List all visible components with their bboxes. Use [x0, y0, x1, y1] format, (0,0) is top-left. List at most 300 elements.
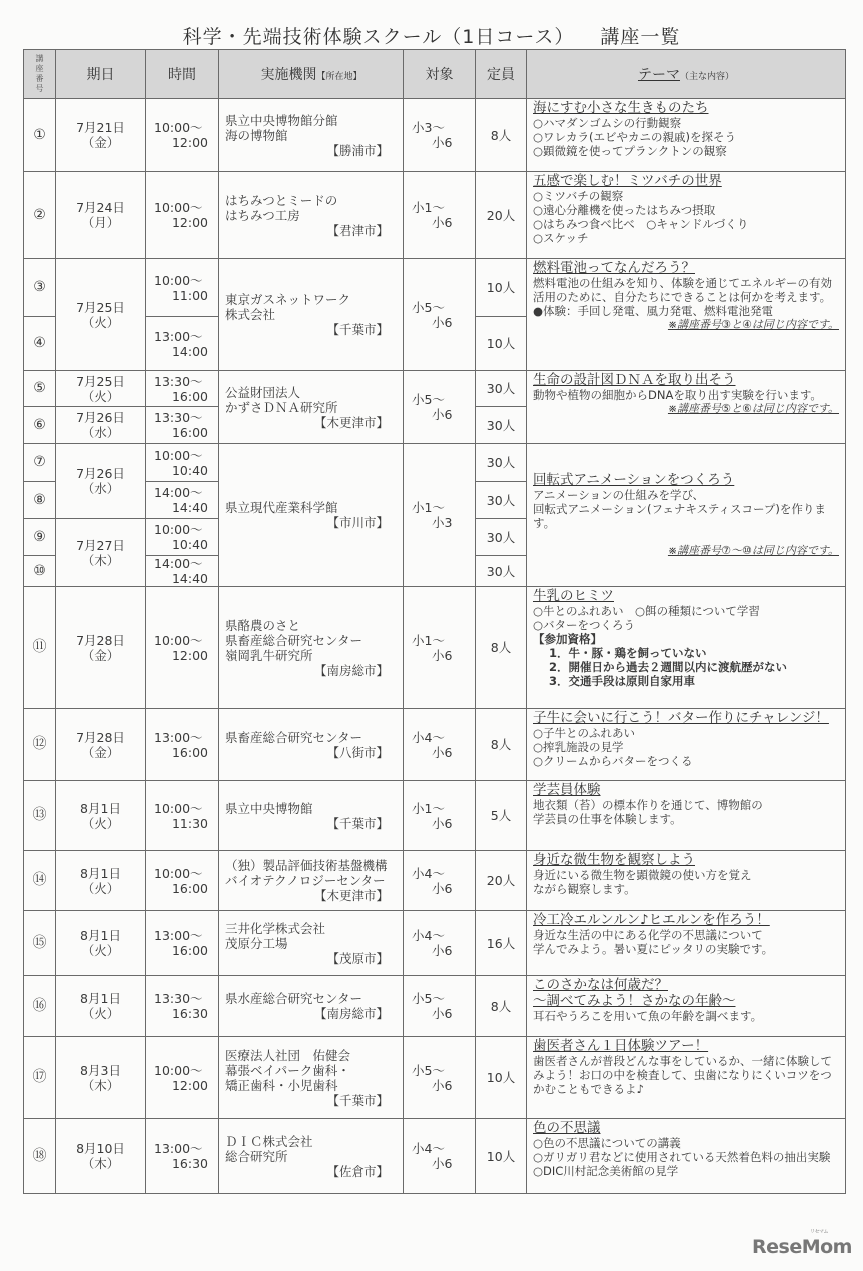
organization-name: はちみつ工房	[225, 207, 300, 223]
theme-item: ○ガリガリ君などに使用されている天然着色料の抽出実験	[533, 1150, 831, 1164]
qualification-item: 2．開催日から過去２週間以内に渡航歴がない	[549, 660, 787, 674]
day-of-week: （火）	[81, 880, 120, 896]
target-cell	[404, 1037, 476, 1119]
target-from: 小5～	[412, 1062, 445, 1078]
location: 【八街市】	[326, 744, 389, 760]
target-from: 小4～	[412, 1141, 445, 1156]
location: 【木更津市】	[313, 414, 389, 430]
theme-title: 回転式アニメーションをつくろう	[533, 472, 735, 488]
time-start: 10:00～	[154, 272, 203, 288]
time-start: 13:00～	[154, 928, 203, 943]
date-cell	[56, 259, 146, 371]
header-target: 対象	[404, 50, 476, 99]
theme-item: 学芸員の仕事を体験します。	[533, 812, 682, 826]
target-to: 小6	[432, 744, 453, 760]
theme-item: ○搾乳施設の見学	[533, 740, 624, 754]
capacity: 16人	[476, 911, 527, 976]
time-end: 16:00	[171, 744, 208, 760]
theme-item: 地衣類（苔）の標本作りを通じて、博物館の	[533, 798, 763, 812]
target-to: 小6	[432, 647, 453, 663]
header-capacity: 定員	[476, 50, 527, 99]
course-number: ③	[24, 259, 56, 317]
theme-title: 身近な微生物を観察しよう	[533, 852, 695, 868]
organization-cell	[219, 1119, 404, 1194]
course-number: ⑬	[24, 781, 56, 851]
organization-name: 東京ガスネットワーク	[225, 292, 351, 307]
time-cell	[146, 556, 219, 587]
theme-title: 五感で楽しむ！ミツバチの世界	[533, 173, 722, 189]
time-cell	[146, 781, 219, 851]
organization-name: かずさＤＮＡ研究所	[225, 399, 338, 415]
qualification-item: 3．交通手段は原則自家用車	[549, 674, 696, 688]
target-cell	[404, 259, 476, 371]
date: 8月1日	[80, 991, 121, 1006]
time-start: 13:00～	[154, 1141, 203, 1156]
theme-item: ○DIC川村記念美術館の見学	[533, 1164, 679, 1178]
target-cell	[404, 781, 476, 851]
course-number: ⑰	[24, 1037, 56, 1119]
course-number: ⑪	[24, 587, 56, 709]
day-of-week: （木）	[81, 552, 120, 568]
theme-title: このさかなは何歳だ？	[533, 977, 668, 993]
time-start: 10:00～	[154, 447, 203, 463]
time-start: 10:00～	[154, 1062, 203, 1078]
theme-cell	[527, 259, 846, 371]
time-end: 16:30	[171, 1006, 208, 1021]
organization-cell	[219, 371, 404, 444]
date-cell	[56, 1037, 146, 1119]
target-to: 小6	[432, 943, 453, 958]
organization-cell	[219, 444, 404, 587]
target-to: 小6	[432, 880, 453, 896]
theme-item: 回転式アニメーション(フェナキスティスコープ)を作ります。	[533, 502, 826, 530]
time-end: 12:00	[171, 135, 208, 150]
organization-cell	[219, 709, 404, 781]
table-row	[24, 259, 846, 317]
course-number: ②	[24, 172, 56, 259]
target-cell	[404, 172, 476, 259]
target-to: 小6	[432, 1006, 453, 1021]
theme-title: 生命の設計図ＤＮＡを取り出そう	[533, 372, 736, 388]
course-number: ⑤	[24, 371, 56, 407]
theme-item: ○子牛とのふれあい	[533, 726, 636, 740]
date-cell	[56, 1119, 146, 1194]
date: 7月21日	[76, 120, 125, 135]
table-row	[24, 444, 846, 482]
header-org: 実施機関【所在地】	[219, 50, 404, 99]
date-cell	[56, 976, 146, 1037]
organization-name: 海の博物館	[225, 127, 288, 143]
theme-subtitle: ～調べてみよう！さかなの年齢～	[533, 993, 736, 1009]
capacity: 30人	[476, 556, 527, 587]
organization-name: 総合研究所	[225, 1148, 288, 1164]
target-cell	[404, 99, 476, 172]
location: 【佐倉市】	[326, 1163, 389, 1179]
course-number: ①	[24, 99, 56, 172]
header-theme: テーマ（主な内容）	[527, 50, 846, 99]
date-cell	[56, 911, 146, 976]
theme-item: 身近な生活の中にある化学の不思議について	[533, 928, 763, 942]
location: 【木更津市】	[313, 888, 389, 903]
day-of-week: （月）	[81, 215, 120, 230]
capacity: 30人	[476, 407, 527, 444]
time-cell	[146, 911, 219, 976]
target-cell	[404, 371, 476, 444]
organization-cell	[219, 911, 404, 976]
date: 7月26日	[76, 466, 125, 481]
theme-title: 牛乳のヒミツ	[533, 588, 614, 604]
organization-cell	[219, 851, 404, 911]
date: 7月27日	[76, 537, 125, 553]
theme-cell	[527, 444, 846, 587]
title-sub: 講座一覧	[600, 26, 681, 48]
course-number: ⑭	[24, 851, 56, 911]
organization-name: 幕張ベイパーク歯科・	[225, 1062, 350, 1078]
time-cell	[146, 172, 219, 259]
organization-name: 県立現代産業科学館	[225, 500, 338, 515]
day-of-week: （木）	[81, 1156, 120, 1171]
date-cell	[56, 172, 146, 259]
time-start: 10:00～	[154, 522, 203, 537]
location: 【千葉市】	[326, 322, 389, 337]
time-end: 10:40	[171, 537, 208, 552]
course-number: ⑮	[24, 911, 56, 976]
date: 7月28日	[76, 729, 125, 745]
table-row	[24, 781, 846, 851]
theme-cell	[527, 172, 846, 259]
target-from: 小3～	[412, 120, 445, 135]
time-start: 10:00～	[154, 120, 203, 135]
target-to: 小6	[432, 135, 453, 150]
theme-item: 学んでみよう。暑い夏にピッタリの実験です。	[533, 942, 774, 956]
theme-item: ●体験：手回し発電、風力発電、燃料電池発電	[533, 304, 774, 318]
theme-item: ○遠心分離機を使ったはちみつ摂取	[533, 203, 716, 217]
date-cell	[56, 444, 146, 519]
time-end: 16:00	[171, 388, 208, 404]
location: 【南房総市】	[313, 662, 389, 678]
table-row	[24, 851, 846, 911]
target-cell	[404, 851, 476, 911]
date-cell	[56, 709, 146, 781]
time-cell	[146, 317, 219, 371]
theme-item: ○ミツバチの観察	[533, 189, 624, 203]
organization-name: 県水産総合研究センター	[225, 991, 363, 1006]
organization-name: 公益財団法人	[225, 384, 301, 400]
course-number: ⑧	[24, 482, 56, 519]
time-cell	[146, 99, 219, 172]
table-row	[24, 911, 846, 976]
organization-name: はちみつとミードの	[225, 192, 338, 208]
organization-cell	[219, 976, 404, 1037]
time-cell	[146, 1119, 219, 1194]
theme-title: 子牛に会いに行こう！バター作りにチャレンジ！	[533, 710, 829, 726]
qualification-title: 【参加資格】	[533, 632, 602, 646]
capacity: 8人	[476, 976, 527, 1037]
location: 【千葉市】	[326, 815, 389, 831]
theme-item: ながら観察します。	[533, 882, 636, 896]
day-of-week: （火）	[81, 388, 120, 404]
capacity: 30人	[476, 519, 527, 556]
organization-name: 三井化学株式会社	[225, 920, 326, 936]
target-from: 小1～	[412, 800, 445, 816]
day-of-week: （火）	[81, 943, 120, 958]
date-cell	[56, 851, 146, 911]
day-of-week: （火）	[81, 314, 120, 330]
organization-cell	[219, 172, 404, 259]
header-time: 時間	[146, 50, 219, 99]
target-cell	[404, 587, 476, 709]
time-end: 16:00	[171, 425, 208, 440]
header-date: 期日	[56, 50, 146, 99]
theme-cell	[527, 781, 846, 851]
time-end: 11:00	[171, 287, 208, 303]
theme-cell	[527, 1037, 846, 1119]
course-number: ⑩	[24, 556, 56, 587]
target-from: 小5～	[412, 991, 445, 1006]
location: 【茂原市】	[326, 950, 389, 966]
theme-item: 耳石やうろこを用いて魚の年齢を調べます。	[533, 1009, 763, 1023]
capacity: 8人	[476, 99, 527, 172]
time-end: 12:00	[171, 647, 208, 663]
theme-cell	[527, 1119, 846, 1194]
organization-name: 県畜産総合研究センター	[225, 729, 363, 745]
date: 7月25日	[76, 299, 125, 315]
course-number: ④	[24, 317, 56, 371]
date: 7月26日	[76, 410, 125, 425]
target-to: 小6	[432, 815, 453, 831]
time-end: 12:00	[171, 1077, 208, 1093]
table-row	[24, 371, 846, 407]
target-to: 小6	[432, 314, 453, 330]
target-from: 小5～	[412, 299, 445, 315]
target-to: 小3	[432, 515, 453, 530]
date-cell	[56, 99, 146, 172]
table-row	[24, 587, 846, 709]
time-start: 13:30～	[154, 991, 203, 1006]
organization-name: （独）製品評価技術基盤機構	[225, 858, 388, 873]
day-of-week: （金）	[81, 135, 120, 150]
time-end: 14:00	[171, 343, 208, 359]
date: 8月10日	[76, 1141, 125, 1156]
organization-name: 県酪農のさと	[225, 617, 301, 633]
table-row	[24, 1119, 846, 1194]
theme-item: アニメーションの仕組みを学び、	[533, 488, 705, 502]
table-row	[24, 99, 846, 172]
day-of-week: （木）	[81, 1077, 120, 1093]
title-main: 科学・先端技術体験スクール（1日コース）	[182, 26, 575, 48]
target-cell	[404, 911, 476, 976]
day-of-week: （水）	[81, 425, 120, 440]
capacity: 20人	[476, 172, 527, 259]
target-from: 小1～	[412, 500, 445, 515]
theme-cell	[527, 851, 846, 911]
course-table	[23, 49, 846, 1194]
day-of-week: （火）	[81, 1006, 120, 1021]
theme-item: 歯医者さんが普段どんな事をしているか、一緒に体験してみよう！お口の中を検査して、虫歯になりにくいコツをつかむこともできるよ♪	[533, 1054, 832, 1096]
capacity: 30人	[476, 371, 527, 407]
organization-name: 茂原分工場	[225, 935, 288, 951]
theme-item: ○バターをつくろう	[533, 618, 636, 632]
time-cell	[146, 482, 219, 519]
location: 【君津市】	[326, 222, 389, 238]
theme-cell	[527, 911, 846, 976]
capacity: 10人	[476, 317, 527, 371]
date: 8月1日	[80, 928, 121, 943]
theme-title: 燃料電池ってなんだろう？	[533, 260, 695, 276]
target-from: 小1～	[412, 200, 445, 215]
theme-item: 燃料電池の仕組みを知り、体験を通じてエネルギーの有効活用のために、自分たちにできることは何かを考えます。	[533, 276, 832, 304]
time-start: 13:00～	[154, 328, 203, 344]
time-start: 13:00～	[154, 729, 203, 745]
theme-cell	[527, 371, 846, 444]
same-content-note: ※講座番号⑤と⑥は同じ内容です。	[667, 402, 839, 415]
target-cell	[404, 444, 476, 587]
day-of-week: （火）	[81, 815, 120, 831]
organization-cell	[219, 1037, 404, 1119]
organization-name: 県立中央博物館	[225, 800, 313, 816]
same-content-note: ※講座番号③と④は同じ内容です。	[667, 318, 839, 331]
date-cell	[56, 519, 146, 587]
theme-title: 冷工冷エルンルン♪ヒエルンを作ろう！	[533, 912, 770, 928]
target-to: 小6	[432, 1156, 453, 1171]
target-to: 小6	[432, 407, 453, 422]
organization-name: 医療法人社団 佑健会	[225, 1047, 351, 1063]
time-end: 16:30	[171, 1156, 208, 1171]
time-cell	[146, 444, 219, 482]
location: 【南房総市】	[313, 1006, 389, 1021]
target-from: 小4～	[412, 729, 445, 745]
capacity: 5人	[476, 781, 527, 851]
location: 【市川市】	[326, 515, 389, 530]
table-row	[24, 172, 846, 259]
course-number: ⑯	[24, 976, 56, 1037]
capacity: 10人	[476, 1119, 527, 1194]
target-cell	[404, 709, 476, 781]
capacity: 30人	[476, 444, 527, 482]
date: 7月28日	[76, 632, 125, 648]
organization-name: 県立中央博物館分館	[225, 112, 338, 128]
day-of-week: （金）	[81, 647, 120, 663]
capacity: 30人	[476, 482, 527, 519]
table-row	[24, 709, 846, 781]
theme-item: 身近にいる微生物を顕微鏡の使い方を覚え	[533, 868, 752, 882]
date-cell	[56, 781, 146, 851]
time-cell	[146, 709, 219, 781]
capacity: 10人	[476, 1037, 527, 1119]
qualification-item: 1．牛・豚・鶏を飼っていない	[549, 646, 707, 660]
theme-cell	[527, 976, 846, 1037]
time-cell	[146, 1037, 219, 1119]
theme-item: ○はちみつ食べ比べ ○キャンドルづくり	[533, 217, 749, 231]
organization-name: 県畜産総合研究センター	[225, 632, 363, 648]
time-cell	[146, 519, 219, 556]
target-from: 小5～	[412, 392, 445, 407]
date: 8月1日	[80, 800, 121, 816]
organization-name: 嶺岡乳牛研究所	[225, 647, 313, 663]
theme-title: 歯医者さん１日体験ツアー！	[533, 1038, 709, 1054]
course-number: ⑨	[24, 519, 56, 556]
theme-item: ○牛とのふれあい ○餌の種類について学習	[533, 604, 760, 618]
organization-cell	[219, 587, 404, 709]
course-number: ⑫	[24, 709, 56, 781]
theme-title: 学芸員体験	[533, 782, 601, 798]
time-start: 14:00～	[154, 485, 203, 500]
table-header	[24, 50, 846, 99]
time-start: 10:00～	[154, 865, 203, 881]
target-cell	[404, 1119, 476, 1194]
time-end: 11:30	[171, 815, 208, 831]
theme-item: ○スケッチ	[533, 231, 589, 245]
theme-item: ○クリームからバターをつくる	[533, 754, 693, 768]
resemom-logo: ReseMom リセマム	[752, 1229, 852, 1258]
organization-cell	[219, 99, 404, 172]
target-cell	[404, 976, 476, 1037]
date: 8月1日	[80, 865, 121, 881]
capacity: 10人	[476, 259, 527, 317]
date-cell	[56, 407, 146, 444]
same-content-note: ※講座番号⑦～⑩は同じ内容です。	[667, 544, 839, 557]
course-number: ⑥	[24, 407, 56, 444]
organization-name: 株式会社	[225, 307, 276, 322]
theme-item: ○ワレカラ(エビやカニの親戚)を探そう	[533, 130, 737, 144]
time-start: 14:00～	[154, 556, 203, 571]
time-cell	[146, 371, 219, 407]
date: 7月25日	[76, 373, 125, 389]
location: 【千葉市】	[326, 1092, 389, 1108]
time-start: 10:00～	[154, 632, 203, 648]
theme-item: ○色の不思議についての講義	[533, 1136, 681, 1150]
theme-cell	[527, 709, 846, 781]
day-of-week: （金）	[81, 744, 120, 760]
organization-cell	[219, 781, 404, 851]
date: 7月24日	[76, 200, 125, 215]
target-from: 小4～	[412, 865, 445, 881]
theme-item: ○ハマダンゴムシの行動観察	[533, 116, 682, 130]
target-to: 小6	[432, 1077, 453, 1093]
theme-title: 海にすむ小さな生きものたち	[533, 100, 709, 116]
time-cell	[146, 587, 219, 709]
target-from: 小4～	[412, 928, 445, 943]
time-cell	[146, 407, 219, 444]
date-cell	[56, 587, 146, 709]
target-from: 小1～	[412, 632, 445, 648]
target-to: 小6	[432, 215, 453, 230]
table-row	[24, 1037, 846, 1119]
organization-name: バイオテクノロジーセンター	[225, 873, 386, 888]
date-cell	[56, 371, 146, 407]
capacity: 20人	[476, 851, 527, 911]
time-cell	[146, 976, 219, 1037]
theme-cell	[527, 99, 846, 172]
time-cell	[146, 851, 219, 911]
theme-title: 色の不思議	[533, 1120, 601, 1136]
organization-name: ＤＩＣ株式会社	[225, 1133, 313, 1149]
time-start: 13:30～	[154, 373, 203, 389]
time-end: 16:00	[171, 943, 208, 958]
time-end: 16:00	[171, 880, 208, 896]
course-number: ⑦	[24, 444, 56, 482]
theme-cell	[527, 587, 846, 709]
time-end: 14:40	[171, 571, 208, 586]
time-end: 12:00	[171, 215, 208, 230]
theme-item: ○顕微鏡を使ってプランクトンの観察	[533, 144, 727, 158]
location: 【勝浦市】	[326, 142, 389, 158]
time-end: 14:40	[171, 500, 208, 515]
page-title	[0, 22, 863, 49]
organization-cell	[219, 259, 404, 371]
time-start: 10:00～	[154, 200, 203, 215]
capacity: 8人	[476, 709, 527, 781]
